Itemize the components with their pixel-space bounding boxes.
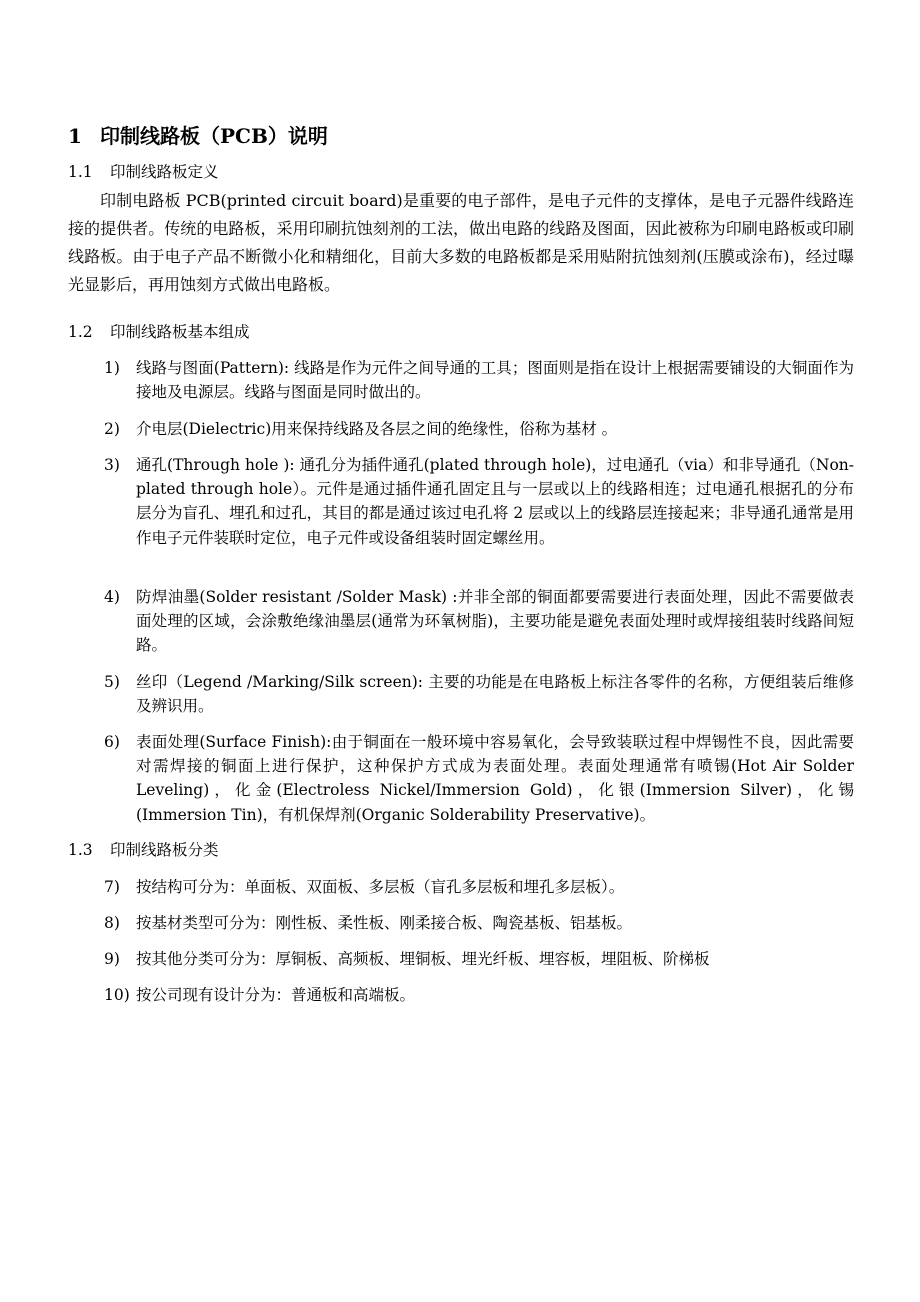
list-item-text: 按其他分类可分为：厚铜板、高频板、埋铜板、埋光纤板、埋容板，埋阻板、阶梯板: [136, 950, 710, 968]
list-item: [104, 730, 854, 827]
section-1-3-heading: [68, 838, 219, 862]
list-item-number: 3): [104, 456, 120, 474]
section-1-1-heading: [68, 160, 219, 184]
list-item: [104, 875, 854, 899]
list-item-text: 表面处理(Surface Finish):由于铜面在一般环境中容易氧化，会导致装联过程中焊锡性不良，因此需要对需焊接的铜面上进行保护，这种保护方式成为表面处理。表面处理通常有喷锡(Hot Air Solder Leveling)，化金(Electroless Nickel/Immersion Gold)，化银(Immersion Silver)，化锡(Immersion Tin)，有机保焊剂(Organic Solderability Preservative)。: [136, 733, 854, 824]
list-item-text: 线路与图面(Pattern): 线路是作为元件之间导通的工具；图面则是指在设计上根据需要铺设的大铜面作为接地及电源层。线路与图面是同时做出的。: [136, 359, 854, 402]
list-item-number: 4): [104, 588, 120, 606]
definition-paragraph: 印制电路板 PCB(printed circuit board)是重要的电子部件，是电子元件的支撑体，是电子元器件线路连接的提供者。传统的电路板，采用印刷抗蚀刻剂的工法，做出电路的线路及图面，因此被称为印刷电路板或印刷线路板。由于电子产品不断微小化和精细化，目前大多数的电路板都是采用贴附抗蚀刻剂(压膜或涂布)，经过曝光显影后，再用蚀刻方式做出电路板。: [68, 191, 854, 294]
list-item-number: 8): [104, 914, 120, 932]
list-item-text: 按基材类型可分为：刚性板、柔性板、刚柔接合板、陶瓷基板、铝基板。: [136, 914, 633, 932]
list-item: [104, 453, 854, 550]
list-item-text: 通孔(Through hole ): 通孔分为插件通孔(plated through hole)，过电通孔（via）和非导通孔（Non-plated through hole）。元件是通过插件通孔固定且与一层或以上的线路相连；过电通孔根据孔的分布层分为盲孔、埋孔和过孔，其目的都是通过该过电孔将 2 层或以上的线路层连接起来；非导通孔通常是用作电子元件装联时定位，电子元件或设备组装时固定螺丝用。: [136, 456, 854, 547]
list-item-number: 10): [104, 986, 130, 1004]
list-item: [104, 670, 854, 718]
heading-number: 1: [68, 124, 82, 148]
list-item: [104, 911, 854, 935]
list-item-number: 2): [104, 420, 120, 438]
list-item: [104, 947, 854, 971]
list-item: [104, 417, 854, 441]
section-number: 1.1: [68, 163, 93, 181]
list-item-number: 7): [104, 878, 120, 896]
list-item-number: 6): [104, 733, 120, 751]
list-item-number: 1): [104, 359, 120, 377]
list-item-text: 丝印（Legend /Marking/Silk screen): 主要的功能是在电路板上标注各零件的名称，方便组装后维修及辨识用。: [136, 673, 854, 716]
list-item-number: 5): [104, 673, 120, 691]
section-number: 1.3: [68, 841, 93, 859]
section-title: 印制线路板基本组成: [110, 323, 250, 341]
list-item: [104, 356, 854, 404]
list-item-text: 按公司现有设计分为：普通板和高端板。: [136, 986, 416, 1004]
page-title: [68, 120, 328, 152]
list-item: [104, 983, 854, 1007]
list-item-text: 按结构可分为：单面板、双面板、多层板（盲孔多层板和埋孔多层板）。: [136, 878, 625, 896]
section-1-2-heading: [68, 320, 250, 344]
section-title: 印制线路板分类: [110, 841, 219, 859]
section-title: 印制线路板定义: [110, 163, 219, 181]
heading-title: 印制线路板（PCB）说明: [100, 124, 328, 148]
list-item-text: 防焊油墨(Solder resistant /Solder Mask) :并非全部的铜面都要需要进行表面处理，因此不需要做表面处理的区域，会涂敷绝缘油墨层(通常为环氧树脂)，主要功能是避免表面处理时或焊接组装时线路间短路。: [136, 588, 854, 655]
list-item-number: 9): [104, 950, 120, 968]
list-item-text: 介电层(Dielectric)用来保持线路及各层之间的绝缘性，俗称为基材 。: [136, 420, 618, 438]
section-number: 1.2: [68, 323, 93, 341]
list-item: [104, 585, 854, 658]
